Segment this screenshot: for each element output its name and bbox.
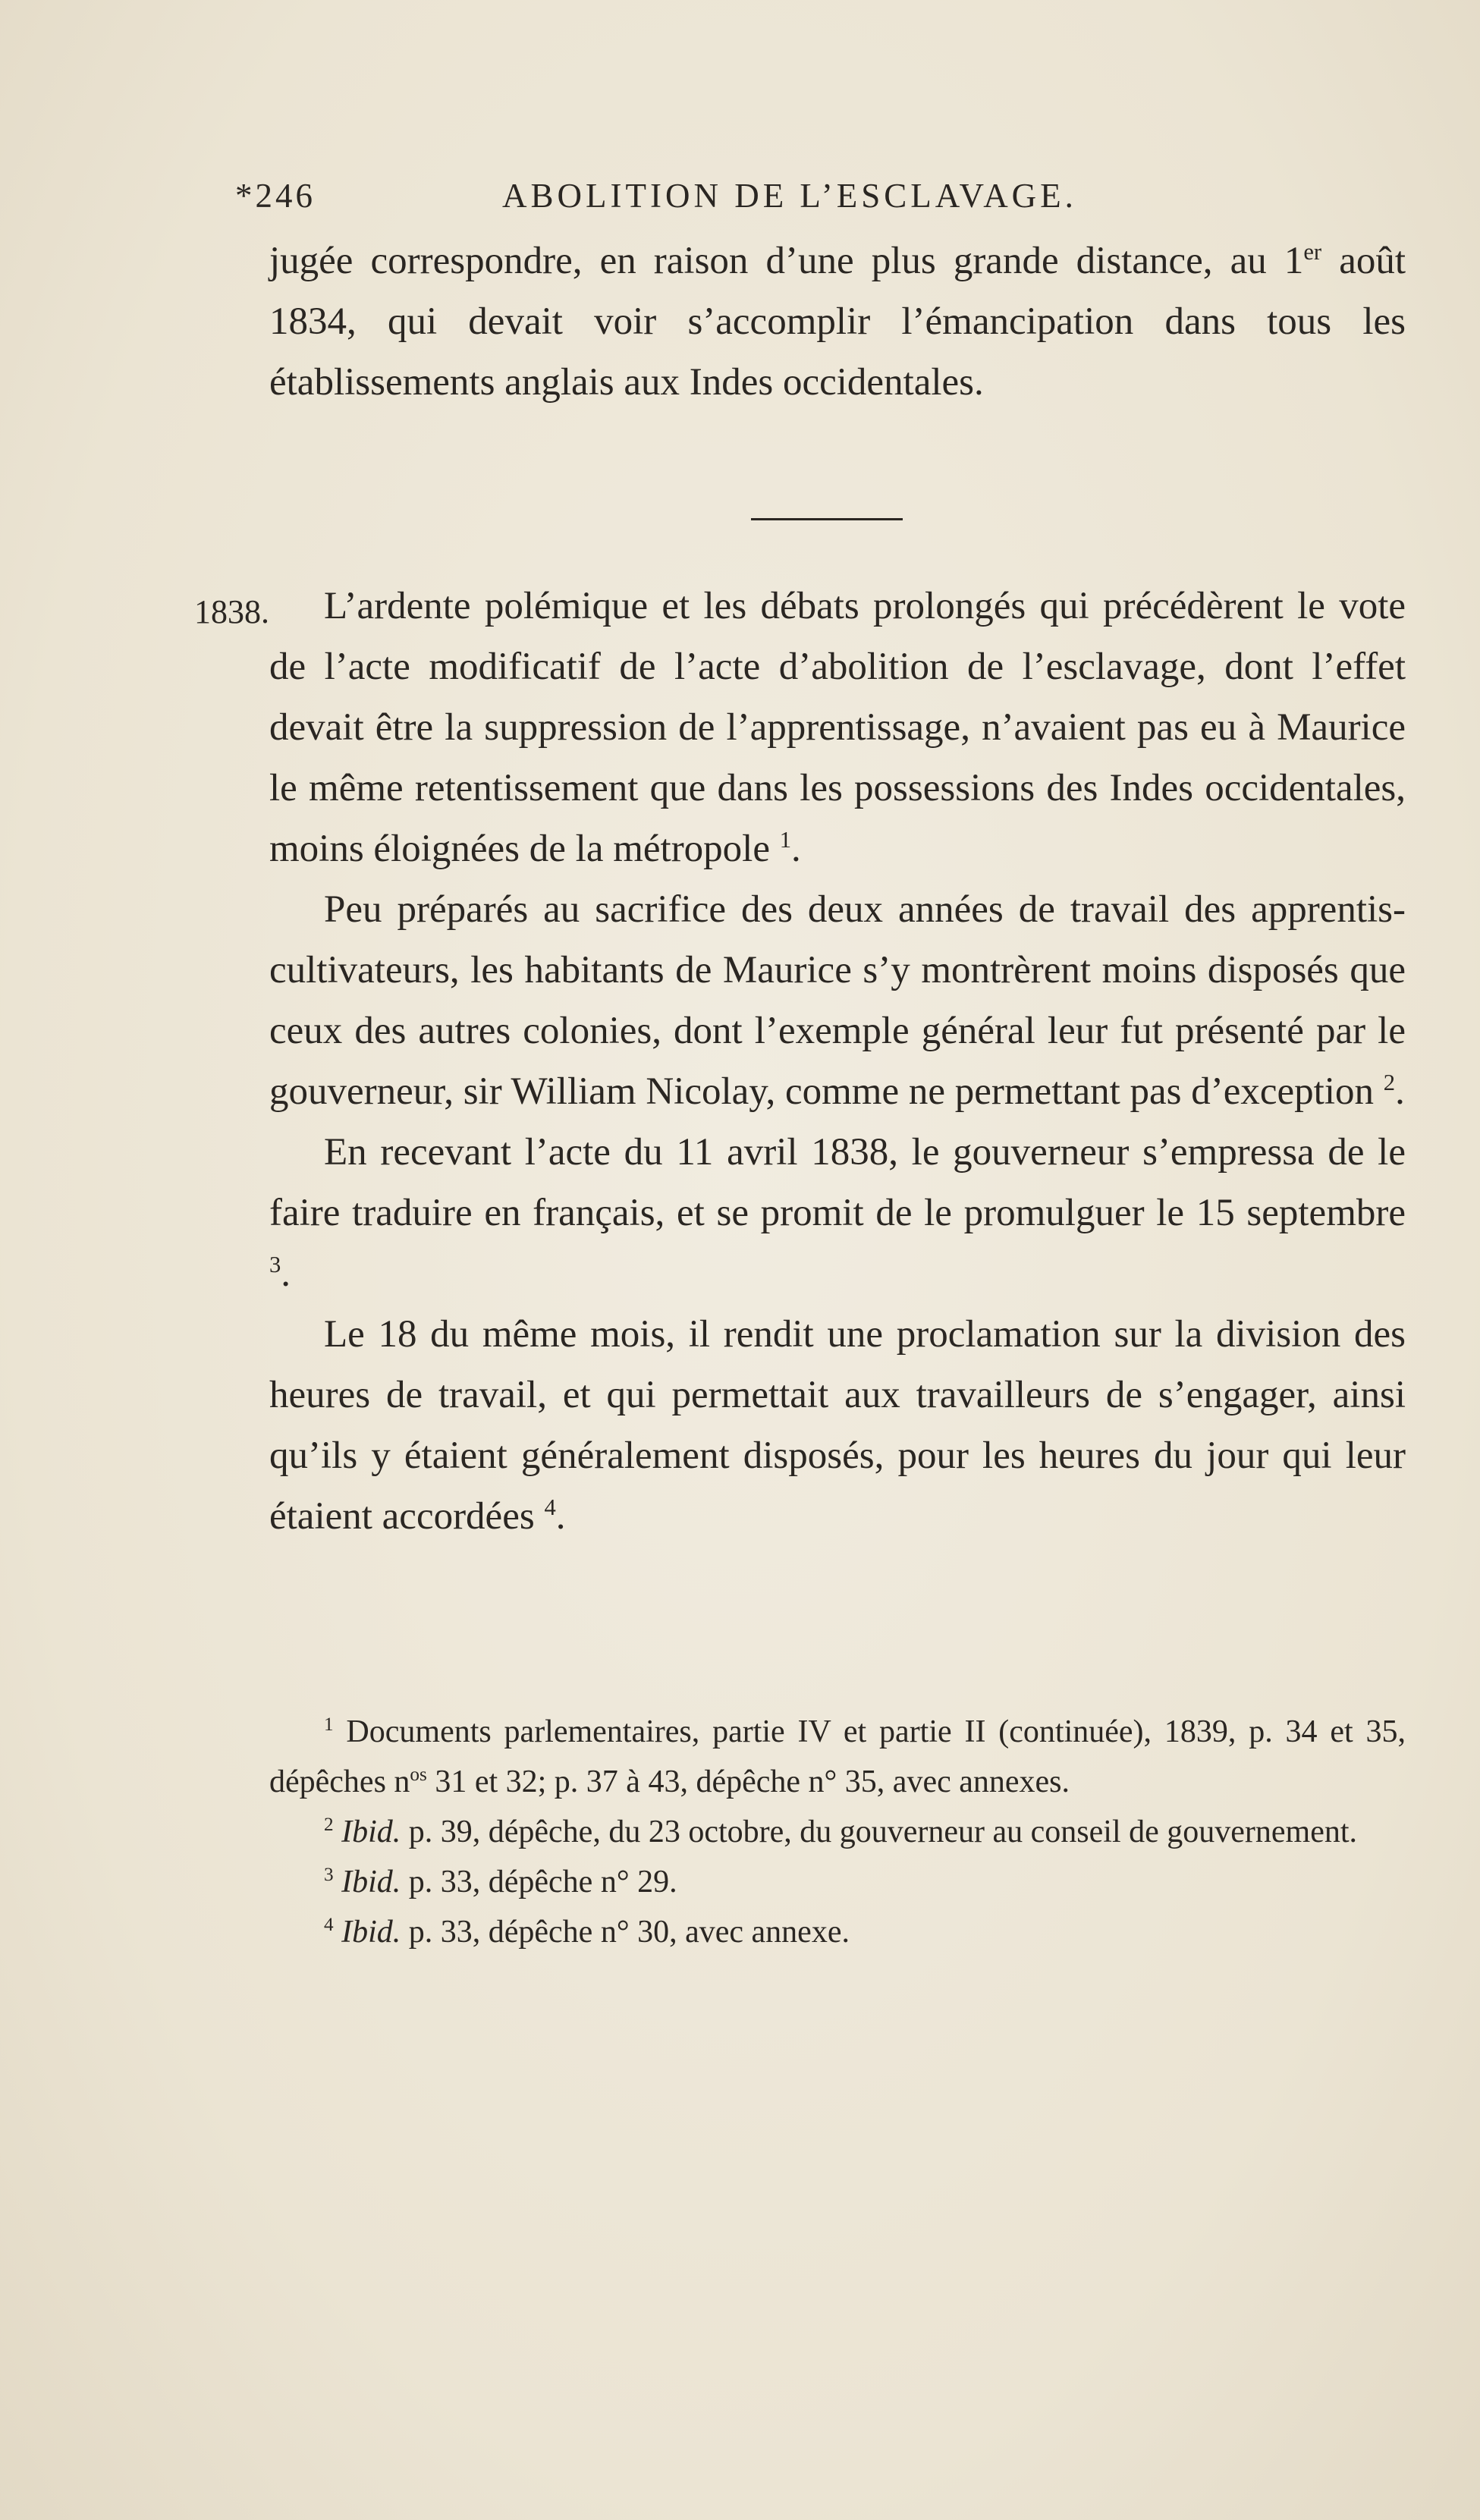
paragraph-2-end: . xyxy=(1395,1070,1405,1113)
footnote-3 xyxy=(269,1857,1406,1907)
footnote-3-ibid: Ibid. xyxy=(341,1865,401,1899)
margin-year: 1838. xyxy=(194,593,269,630)
footnote-2 xyxy=(269,1807,1406,1857)
footnote-2-ibid: Ibid. xyxy=(341,1815,401,1849)
footnote-4 xyxy=(269,1907,1406,1957)
footnote-mark-2: 2 xyxy=(324,1815,334,1835)
footnote-1-text-a: Documents parlementaires, partie IV et partie II (continuée), 1839, p. 34 et 35, dépêches n xyxy=(269,1714,1406,1799)
footnote-2-text: p. 39, dépêche, du 23 octobre, du gouverneur au conseil de gouvernement. xyxy=(401,1815,1358,1849)
section-divider xyxy=(751,518,903,520)
footnote-mark-1: 1 xyxy=(324,1714,334,1735)
footnotes xyxy=(269,1707,1406,1957)
footnote-3-text: p. 33, dépêche n° 29. xyxy=(401,1865,677,1899)
footnote-4-text: p. 33, dépêche n° 30, avec annexe. xyxy=(401,1915,850,1950)
body-text xyxy=(269,576,1406,1547)
footnote-mark-3: 3 xyxy=(324,1865,334,1885)
page-number: *246 xyxy=(235,177,316,215)
paragraph-3-text: En recevant l’acte du 11 avril 1838, le gouverneur s’empressa de le faire traduire en français, et se promit de le promulguer le 15 septembre xyxy=(269,1131,1406,1234)
paragraph-1-end: . xyxy=(791,828,801,870)
paragraph-4-text: Le 18 du même mois, il rendit une proclamation sur la division des heures de travail, et qui permettait aux travailleurs de s’engager, ainsi qu’ils y étaient généralement disposés, pour les heures du jour qui leur étaient accordées xyxy=(269,1313,1406,1538)
footnote-1-text-b: 31 et 32; p. 37 à 43, dépêche n° 35, avec annexes. xyxy=(426,1764,1070,1799)
footnote-mark-4: 4 xyxy=(324,1915,334,1935)
running-title: ABOLITION DE L’ESCLAVAGE. xyxy=(502,177,1077,215)
note-call-3: 3 xyxy=(269,1252,281,1277)
continued-paragraph xyxy=(269,231,1406,413)
note-call-2: 2 xyxy=(1383,1070,1396,1095)
continuation-text-b: août 1834, qui devait voir s’accomplir l’émancipation dans tous les établissements anglais aux Indes occidentales. xyxy=(269,240,1406,404)
note-call-1: 1 xyxy=(779,827,792,853)
page-header xyxy=(235,176,1145,229)
footnote-1 xyxy=(269,1707,1406,1807)
note-call-4: 4 xyxy=(544,1494,556,1520)
paragraph-2-text: Peu préparés au sacrifice des deux années de travail des apprentis-cultivateurs, les habitants de Maurice s’y montrèrent moins disposés que ceux des autres colonies, dont l’exemple général leur fut présenté par le gouverneur, sir William Nicolay, comme ne permettant pas d’exception xyxy=(269,888,1406,1113)
ordinal-superscript: er xyxy=(1303,239,1322,265)
paragraph-3 xyxy=(269,1122,1406,1304)
continuation-text-a: jugée correspondre, en raison d’une plus grande distance, au 1 xyxy=(269,240,1304,282)
paragraph-2 xyxy=(269,879,1406,1122)
paragraph-4-end: . xyxy=(555,1495,566,1538)
paragraph-3-end: . xyxy=(281,1252,291,1295)
paragraph-1-text: L’ardente polémique et les débats prolongés qui précédèrent le vote de l’acte modificatif de l’acte d’abolition de l’esclavage, dont l’effet devait être la suppression de l’apprentissage, n’avaient pas eu à Maurice le même retentissement que dans les possessions des Indes occidentales, moins éloignées de la métropole xyxy=(269,585,1406,870)
paragraph-1 xyxy=(269,576,1406,879)
paragraph-continuation xyxy=(269,231,1406,413)
footnote-1-superscript: os xyxy=(410,1764,427,1785)
footnote-4-ibid: Ibid. xyxy=(341,1915,401,1950)
paragraph-4 xyxy=(269,1304,1406,1547)
